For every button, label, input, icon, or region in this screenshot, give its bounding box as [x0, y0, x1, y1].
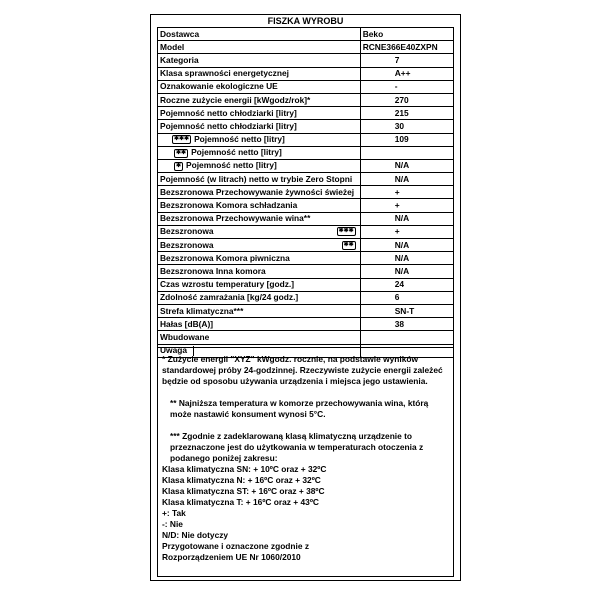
row-label	[158, 212, 361, 225]
row-value: -	[360, 80, 453, 93]
note-energy: * Zużycie energii "XYZ" kWgodz. rocznie, na podstawie wyników standardowej próby 24-godzinnej. Rzeczywiste zużycie energii zależeć będzie od sposobu używania urządzenia i miejsca jego ustawienia.	[162, 354, 443, 386]
row-value: 215	[360, 107, 453, 120]
table-row	[158, 133, 454, 146]
row-value: N/A	[360, 159, 453, 172]
table-row	[158, 93, 454, 106]
table-row	[158, 28, 454, 41]
table-row	[158, 80, 454, 93]
row-value: Beko	[360, 28, 453, 41]
table-row	[158, 252, 454, 265]
row-label-text: Kategoria	[160, 54, 199, 65]
row-label	[158, 41, 361, 54]
row-label	[158, 120, 361, 133]
row-label	[158, 80, 361, 93]
fiche-title: FISZKA WYROBU	[267, 16, 344, 26]
row-label-text: Roczne zużycie energii [kWgodz/rok]*	[160, 94, 311, 105]
freezer-star-icon: ✱✱	[176, 149, 187, 156]
table-row	[158, 199, 454, 212]
row-value: N/A	[360, 173, 453, 186]
row-label-text: Dostawca	[160, 28, 200, 39]
row-value: SN-T	[360, 304, 453, 317]
row-label	[158, 318, 361, 331]
table-row	[158, 67, 454, 80]
row-value	[360, 146, 453, 159]
row-value: RCNE366E40ZXPN	[360, 41, 453, 54]
row-label	[158, 146, 361, 159]
table-row	[158, 120, 454, 133]
table-row	[158, 41, 454, 54]
row-label	[158, 199, 361, 212]
row-label-text: Pojemność netto [litry]	[191, 147, 282, 158]
climate-t: Klasa klimatyczna T: + 16ºC oraz + 43ºC	[162, 497, 319, 507]
row-label-text: Bezszronowa Inna komora	[160, 265, 266, 276]
freezer-star-icon: ✱	[176, 162, 182, 169]
row-label	[158, 186, 361, 199]
spec-table	[157, 27, 454, 358]
freezer-star-icon: ✱✱✱	[174, 136, 190, 143]
row-label-text: Bezszronowa Przechowywanie wina**	[160, 213, 311, 224]
row-label	[158, 239, 361, 252]
row-value: 24	[360, 278, 453, 291]
row-label-text: Zdolność zamrażania [kg/24 godz.]	[160, 292, 299, 303]
row-value: N/A	[360, 252, 453, 265]
table-row	[158, 278, 454, 291]
row-label-text: Bezszronowa Przechowywanie żywności świeżej	[160, 186, 355, 197]
table-row	[158, 54, 454, 67]
row-label	[158, 173, 361, 186]
prepared-line-2: Rozporządzeniem UE Nr 1060/2010	[162, 552, 301, 562]
row-value: 6	[360, 291, 453, 304]
climate-sn: Klasa klimatyczna SN: + 10ºC oraz + 32ºC	[162, 464, 327, 474]
row-label-text: Pojemność (w litrach) netto w trybie Zero Stopni	[160, 173, 353, 184]
table-row	[158, 173, 454, 186]
row-label-text: Bezszronowa	[160, 226, 214, 237]
legend-plus: +: Tak	[162, 508, 186, 518]
notes-box	[157, 347, 454, 577]
row-value	[360, 331, 453, 344]
row-label	[158, 252, 361, 265]
row-label	[158, 291, 361, 304]
row-label	[158, 225, 361, 238]
row-label-text: Czas wzrostu temperatury [godz.]	[160, 279, 295, 290]
note-climate: *** Zgodnie z zadeklarowaną klasą klimatyczną urządzenie to przeznaczone jest do użytkowania w temperaturach otoczenia z podanego poniżej zakresu:	[170, 431, 424, 463]
row-label-text: Oznakowanie ekologiczne UE	[160, 81, 278, 92]
freezer-star-icon: ✱✱	[343, 241, 354, 248]
legend-na: N/D: Nie dotyczy	[162, 530, 229, 540]
row-label-text: Uwaga	[160, 345, 187, 356]
row-label	[158, 93, 361, 106]
row-value: 7	[360, 54, 453, 67]
row-label-text: Klasa sprawności energetycznej	[160, 68, 289, 79]
row-value: 270	[360, 93, 453, 106]
note-wine: ** Najniższa temperatura w komorze przechowywania wina, którą może nastawić konsument wynosi 5°C.	[170, 398, 429, 419]
table-row	[158, 107, 454, 120]
row-label	[158, 107, 361, 120]
row-value: +	[360, 186, 453, 199]
row-label-text: Pojemność netto [litry]	[186, 160, 277, 171]
row-value: 109	[360, 133, 453, 146]
row-label	[158, 28, 361, 41]
row-value: N/A	[360, 265, 453, 278]
row-value: A++	[360, 67, 453, 80]
prepared-line-1: Przygotowane i oznaczone zgodnie z	[162, 541, 310, 551]
legend-minus: -: Nie	[162, 519, 183, 529]
table-row	[158, 212, 454, 225]
row-label-text: Bezszronowa	[160, 239, 214, 250]
climate-st: Klasa klimatyczna ST: + 16ºC oraz + 38ºC	[162, 486, 325, 496]
table-row	[158, 159, 454, 172]
row-label-text: Strefa klimatyczna***	[160, 305, 244, 316]
row-label	[158, 331, 361, 344]
row-label-text: Bezszronowa Komora piwniczna	[160, 252, 290, 263]
row-value: 38	[360, 318, 453, 331]
row-label	[158, 278, 361, 291]
table-row	[158, 186, 454, 199]
row-label-text: Model	[160, 41, 185, 52]
row-label	[158, 67, 361, 80]
row-value: +	[360, 225, 453, 238]
climate-n: Klasa klimatyczna N: + 16ºC oraz + 32ºC	[162, 475, 321, 485]
table-row	[158, 304, 454, 317]
row-value: 30	[360, 120, 453, 133]
row-label	[158, 265, 361, 278]
row-label-text: Pojemność netto chłodziarki [litry]	[160, 107, 297, 118]
row-value: +	[360, 199, 453, 212]
row-label-text: Pojemność netto [litry]	[194, 134, 285, 145]
row-label	[158, 304, 361, 317]
row-value: N/A	[360, 212, 453, 225]
table-row	[158, 318, 454, 331]
table-row	[158, 239, 454, 252]
row-label-text: Pojemność netto chłodziarki [litry]	[160, 120, 297, 131]
freezer-star-icon: ✱✱✱	[338, 228, 354, 235]
row-label	[158, 159, 361, 172]
row-label	[158, 54, 361, 67]
table-row	[158, 225, 454, 238]
table-row	[158, 291, 454, 304]
row-value: N/A	[360, 239, 453, 252]
table-row	[158, 331, 454, 344]
row-label	[158, 133, 361, 146]
row-label-text: Wbudowane	[160, 331, 210, 342]
row-label-text: Bezszronowa Komora schładzania	[160, 200, 298, 211]
row-label-text: Hałas [dB(A)]	[160, 318, 214, 329]
table-row	[158, 265, 454, 278]
table-row	[158, 146, 454, 159]
